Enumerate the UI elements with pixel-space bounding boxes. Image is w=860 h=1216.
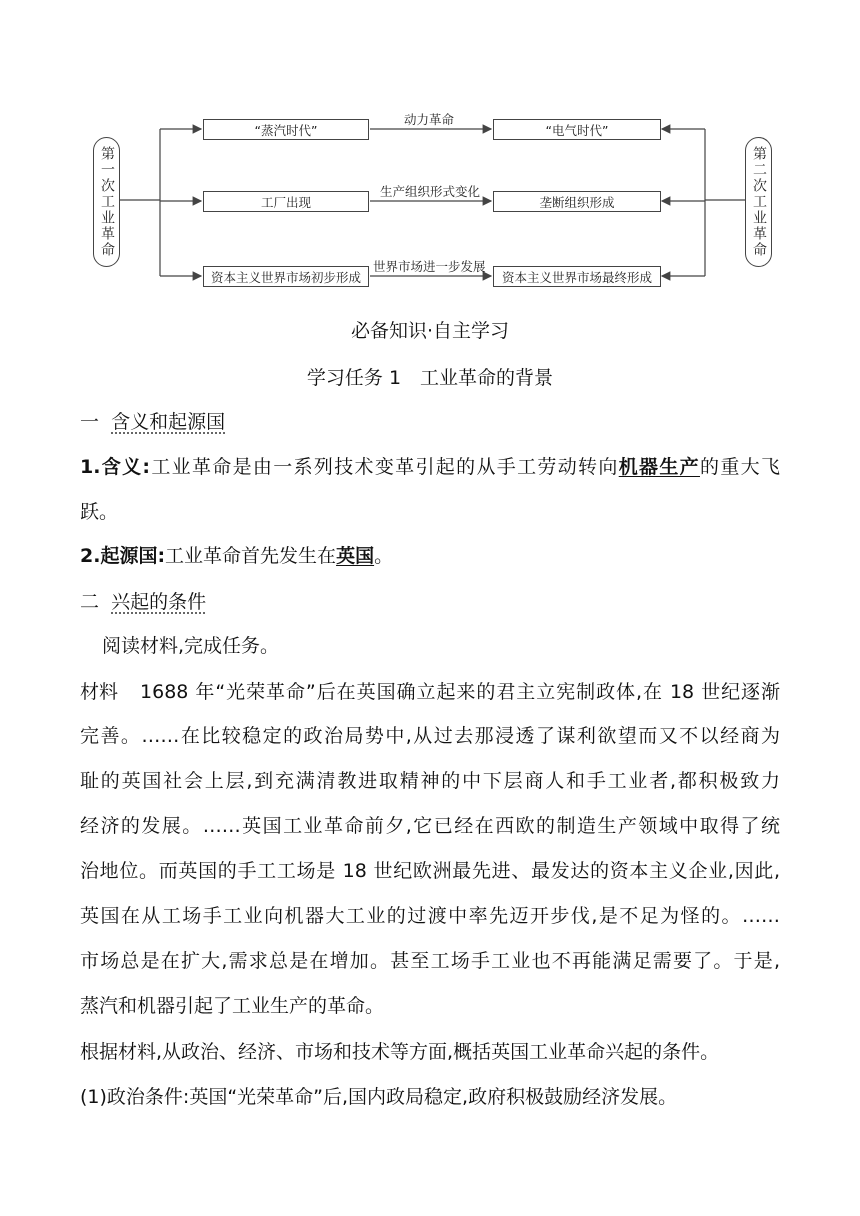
section1-title-line [80,407,780,434]
first-revolution-oval: 第一次工业革命 [93,137,120,267]
electric-age-box: “电气时代” [493,119,661,140]
material-line-4: 经济的发展。……英国工业革命前夕,它已经在西欧的制造生产领域中取得了统 [80,815,780,837]
material-label: 材料 [80,681,119,703]
factory-box: 工厂出现 [203,191,369,212]
industrial-revolution-diagram [0,0,860,310]
item1-text-after: 的重大飞 [700,456,780,478]
material-line-6: 英国在从工场手工业向机器大工业的过渡中率先迈开步伐,是不足为怪的。…… [80,905,780,927]
item2-key-term: 英国 [336,545,375,567]
monopoly-box: 垄断组织形成 [493,191,661,212]
material-line-1 [80,677,780,704]
steam-age-box: “蒸汽时代” [203,119,369,140]
material-text-1: 1688 年“光荣革命”后在英国确立起来的君主立宪制政体,在 18 世纪逐渐 [140,681,780,703]
task-heading: 学习任务 1 工业革命的背景 [306,367,554,389]
item1-text-before: 工业革命是由一系列技术变革引起的从手工劳动转向 [150,456,619,478]
section1-number: 一 [80,411,100,433]
item2-line [80,541,780,568]
answer-political: (1)政治条件:英国“光荣革命”后,国内政局稳定,政府积极鼓励经济发展。 [80,1086,678,1108]
material-line-8: 蒸汽和机器引起了工业生产的革命。 [80,995,385,1017]
market-development-label: 世界市场进一步发展 [373,259,486,274]
section-heading: 必备知识·自主学习 [350,320,510,342]
section2-title-line [80,587,780,614]
section2-number: 二 [80,591,100,613]
item2-text-before: 工业革命首先发生在 [165,545,337,567]
production-change-label: 生产组织形式变化 [380,184,481,199]
material-line-2: 完善。……在比较稳定的政治局势中,从过去那浸透了谋利欲望而又不以经商为 [80,725,780,747]
initial-market-box: 资本主义世界市场初步形成 [203,266,369,287]
item1-continuation: 跃。 [80,501,119,523]
instruction-text: 阅读材料,完成任务。 [102,635,280,657]
second-revolution-oval: 第二次工业革命 [745,137,772,267]
section1-title: 含义和起源国 [111,411,226,433]
power-revolution-label: 动力革命 [404,112,455,127]
material-line-3: 耻的英国社会上层,到充满清教进取精神的中下层商人和手工业者,都积极致力 [80,770,780,792]
item2-text-after: 。 [374,545,394,567]
item1-label: 1.含义: [80,456,150,478]
question-text: 根据材料,从政治、经济、市场和技术等方面,概括英国工业革命兴起的条件。 [80,1041,720,1063]
item1-key-term: 机器生产 [618,456,700,478]
item2-label: 2.起源国: [80,545,166,567]
material-line-5: 治地位。而英国的手工工场是 18 世纪欧洲最先进、最发达的资本主义企业,因此, [80,860,780,882]
final-market-box: 资本主义世界市场最终形成 [493,266,661,287]
section2-title: 兴起的条件 [111,591,207,613]
item1-line [80,452,780,479]
material-line-7: 市场总是在扩大,需求总是在增加。甚至工场手工业也不再能满足需要了。于是, [80,950,780,972]
